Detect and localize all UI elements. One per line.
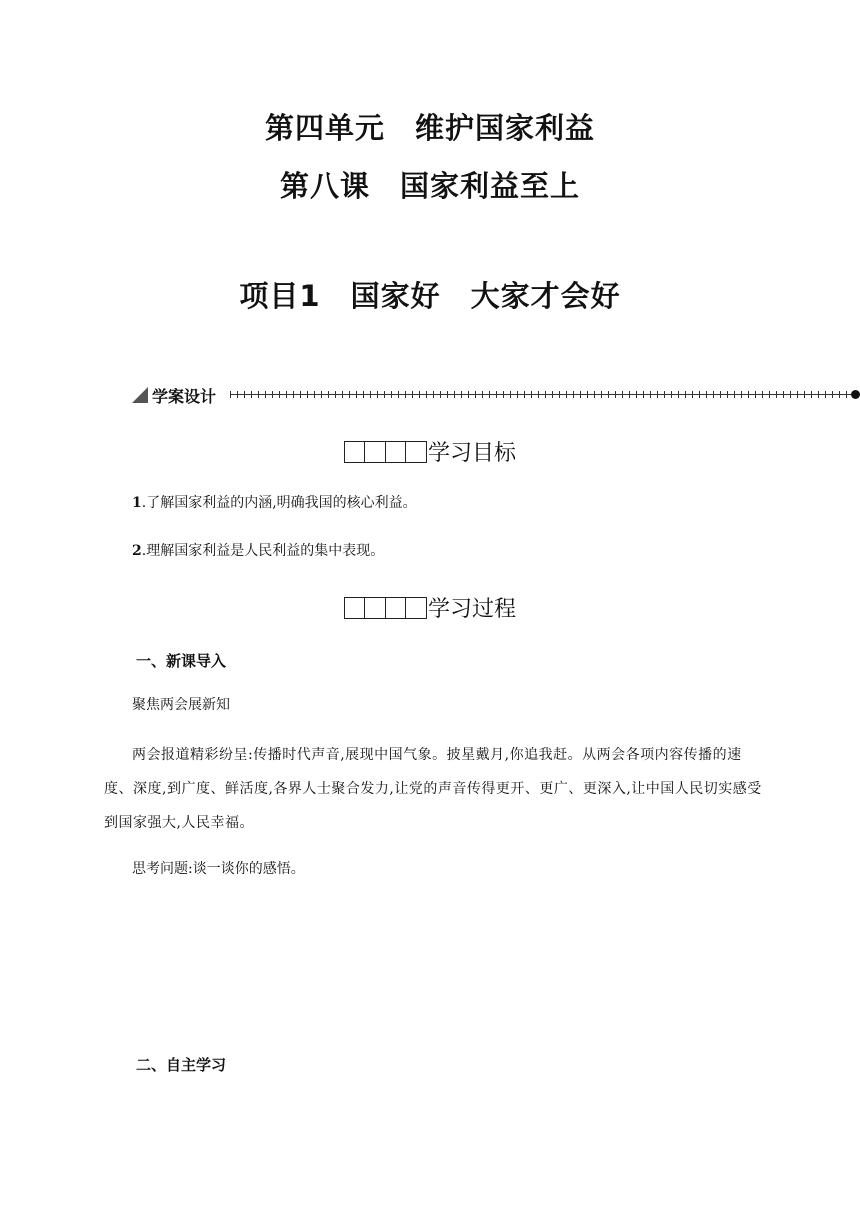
objectives-heading-text: 学习目标 <box>427 441 516 466</box>
study-design-banner <box>132 384 860 406</box>
boxes-icon <box>344 597 426 619</box>
think-question: 思考问题:谈一谈你的感悟。 <box>132 861 305 877</box>
process-heading <box>0 592 860 623</box>
objective-item-1: 1.了解国家利益的内涵,明确我国的核心利益。 <box>132 495 417 511</box>
objective-item-2: 2.理解国家利益是人民利益的集中表现。 <box>132 543 385 559</box>
unit-title <box>0 106 860 147</box>
unit-name: 维护国家利益 <box>415 111 596 145</box>
lesson-title <box>0 164 860 205</box>
subtitle: 聚焦两会展新知 <box>132 697 230 713</box>
banner-label: 学案设计 <box>152 386 217 406</box>
triangle-icon <box>132 387 148 403</box>
section-new-lesson: 一、新课导入 <box>136 652 227 670</box>
intro-paragraph: 两会报道精彩纷呈:传播时代声音,展现中国气象。披星戴月,你追我赶。从两会各项内容传播的速度、深度,到广度、鲜活度,各界人士聚合发力,让党的声音传得更开、更广、更深入,让中国人民切实感受到国家强大,人民幸福。 <box>104 747 762 831</box>
project-name-part2: 大家才会好 <box>470 279 621 313</box>
banner-rule <box>230 394 854 395</box>
objectives-heading <box>0 436 860 467</box>
project-number: 项目1 <box>239 279 321 313</box>
unit-number: 第四单元 <box>264 111 385 145</box>
boxes-icon <box>344 441 426 463</box>
process-heading-text: 学习过程 <box>427 597 516 622</box>
dot-icon <box>851 390 860 399</box>
section-self-study: 二、自主学习 <box>136 1056 227 1074</box>
project-name-part1: 国家好 <box>350 279 441 313</box>
project-title <box>0 274 860 315</box>
lesson-name: 国家利益至上 <box>400 169 581 203</box>
lesson-number: 第八课 <box>279 169 370 203</box>
